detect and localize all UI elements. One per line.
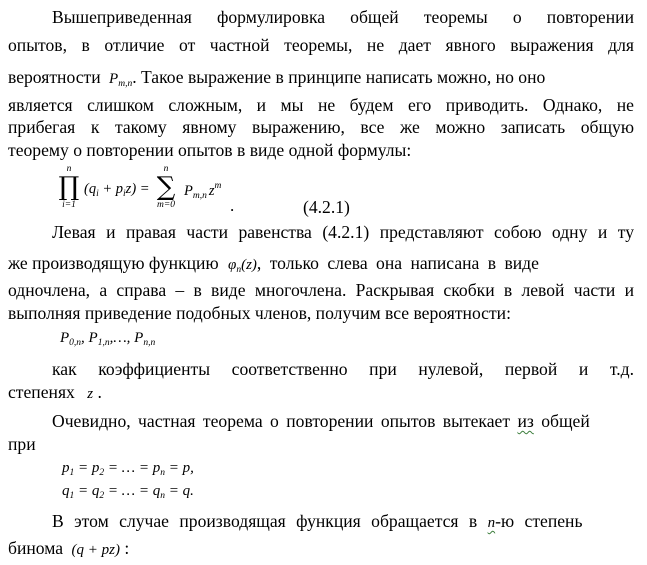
paragraph-line [8, 358, 634, 380]
text-run: вероятности [8, 67, 101, 87]
sum-operator: n ∑ m=0 [156, 164, 176, 210]
math-p-mn: $P_{m,n}$ [109, 71, 133, 89]
math-z: z [87, 386, 94, 402]
paragraph-line [8, 410, 634, 432]
text-run: выполняя приведение подобных членов, получим все вероятности: [8, 303, 511, 323]
math-p-equalities: $p_1 = p_2$ = … = $p_n = p$, [62, 460, 194, 478]
formula-dot: . [230, 196, 235, 215]
paragraph-line [8, 34, 634, 56]
sum-body: $P_{m,n}$ $z^m$ [184, 181, 222, 201]
math-binomial: (q + pz) [71, 542, 120, 558]
math-phi-n: $\varphi_n(z)$ [228, 257, 257, 275]
text-run: теорему о повторении опытов в виде одной формулы: [8, 140, 412, 160]
text-run: Очевидно, частная теорема о повторении опытов вытекает [52, 411, 511, 431]
paragraph-line [8, 381, 634, 405]
paragraph-line [8, 537, 634, 561]
paragraph-line [8, 252, 634, 281]
math-probabilities-list: $P_{0,n}$, $P_{1,n},\dots$, $P_{n,n}$ [60, 330, 156, 348]
text-run: при [8, 434, 36, 454]
math-q-equalities: $q_1 = q_2$ = … = $q_n = q$. [62, 483, 194, 501]
text-run: степень [524, 511, 583, 531]
text-run: как коэффициенты соответственно при нулевой, первой и т.д. [52, 359, 634, 379]
paragraph-line [8, 94, 634, 116]
text-run: В этом случае производящая функция обращается в [52, 511, 478, 531]
paragraph-line [8, 433, 634, 455]
text-run: , только слева она написана в виде [256, 253, 539, 273]
product-operator: n ∏ i=1 [58, 164, 80, 210]
text-run: степенях [8, 382, 75, 402]
text-run: бинома [8, 538, 64, 558]
text-run: . [97, 382, 102, 402]
text-run: опытов, в отличие от частной теоремы, не дает явного выражения для [8, 35, 634, 55]
paragraph-line [8, 6, 634, 28]
text-run: Левая и правая части равенства (4.2.1) представляют собою одну и ту [52, 222, 634, 242]
paragraph-line [8, 139, 634, 161]
text-run: же производящую функцию [8, 253, 219, 273]
text-run: общей [541, 411, 590, 431]
paragraph-line [8, 66, 634, 95]
text-run: является слишком сложным, и мы не будем его приводить. Однако, не [8, 95, 634, 115]
text-run: : [124, 538, 130, 558]
paragraph-line [8, 221, 634, 243]
paragraph-line [8, 510, 634, 534]
paragraph-line [8, 279, 634, 301]
text-run: . Такое выражение в принципе написать можно, но оно [132, 67, 546, 87]
text-run: прибегая к такому явному выражению, все же можно записать общую [8, 117, 634, 137]
equation-number: (4.2.1) [303, 197, 350, 217]
text-run: -ю [495, 511, 515, 531]
text-run: одночлена, а справа – в виде многочлена. Раскрывая скобки в левой части и [8, 280, 634, 300]
text-run: Вышеприведенная формулировка общей теоремы о повторении [52, 7, 634, 27]
product-body: $(q_i + p_iz)$ = [84, 181, 150, 199]
paragraph-line [8, 116, 634, 138]
math-n: n [487, 515, 496, 531]
text-run: из [517, 411, 534, 431]
paragraph-line [8, 302, 634, 324]
